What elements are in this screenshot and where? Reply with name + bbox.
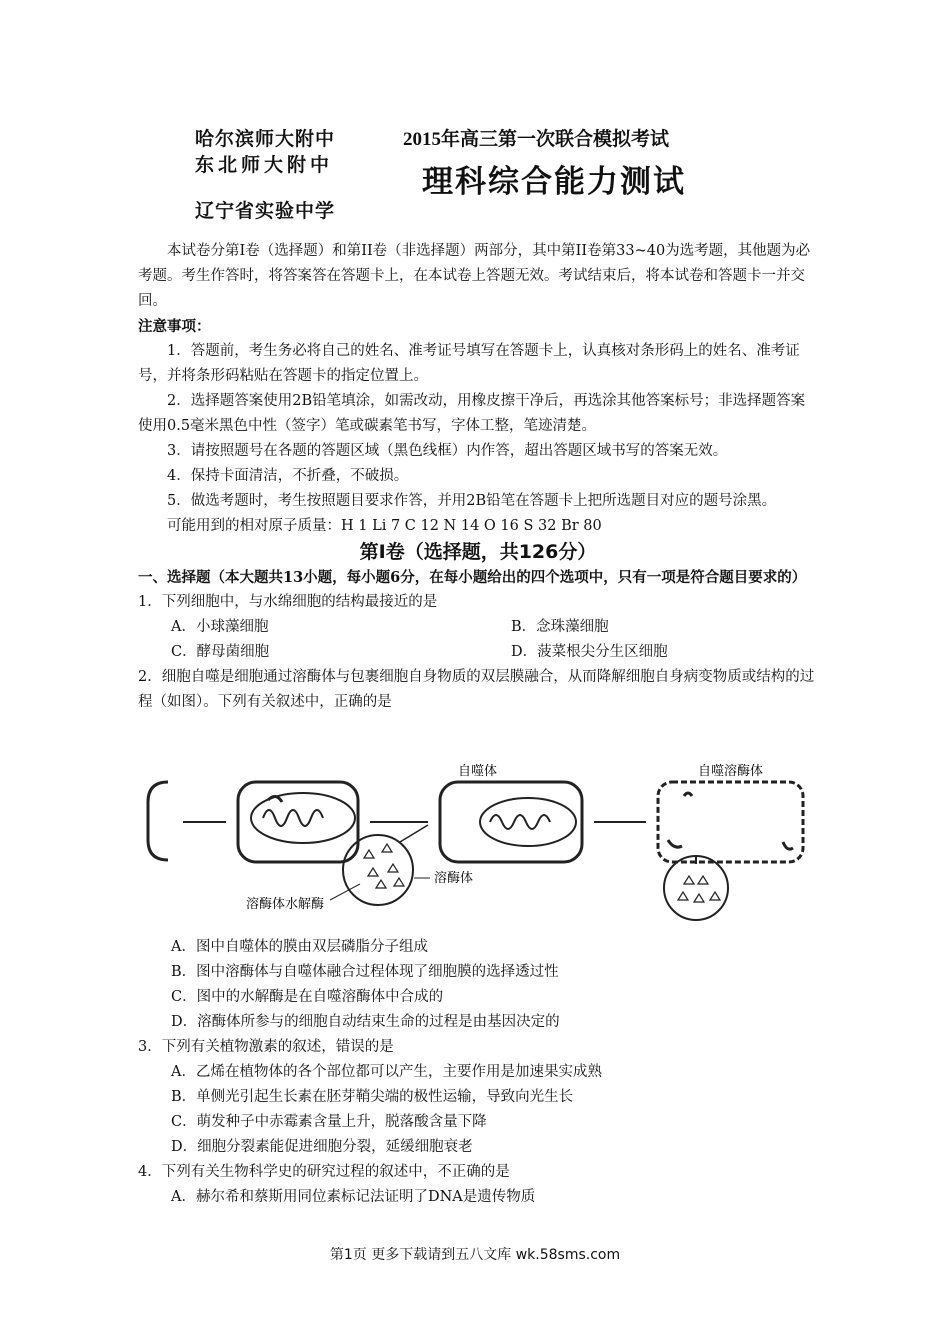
questions-continued (138, 935, 818, 1210)
section-title: 第I卷（选择题，共126分） (359, 541, 597, 563)
question-1-options-row2 (138, 640, 818, 665)
option-b: B．念珠藻细胞 (511, 619, 609, 635)
option-a: A．乙烯在植物体的各个部位都可以产生，主要作用是加速果实成熟 (171, 1064, 602, 1080)
note-item: 2．选择题答案使用2B铅笔填涂，如需改动，用橡皮擦干净后，再选涂其他答案标号；非选择题答案使用0.5毫米黑色中性（签字）笔或碳素笔书写，字体工整，笔迹清楚。 (138, 393, 806, 434)
lysosome (343, 835, 413, 905)
option-a: A．图中自噬体的膜由双层磷脂分子组成 (171, 939, 428, 955)
school-name-2: 东北师大附中 (195, 154, 334, 176)
label-autolysosome: 自噬溶酶体 (698, 764, 764, 779)
section-instruction: 一、选择题（本大题共13小题，每小题6分，在每小题给出的四个选项中，只有一项是符合题目要求的） (138, 569, 807, 586)
note-item: 4．保持卡面清洁，不折叠，不破损。 (167, 468, 409, 484)
question-2-stem: 2．细胞自噬是细胞通过溶酶体与包裹细胞自身物质的双层膜融合，从而降解细胞自身病变物质或结构的过程（如图）。下列有关叙述中，正确的是 (138, 669, 815, 710)
intro-section (138, 239, 818, 715)
hydrolase-triangles (364, 844, 720, 902)
intro-paragraph: 本试卷分第I卷（选择题）和第II卷（非选择题）两部分，其中第II卷第33~40为选考题，其他题为必考题。考生作答时，将答案答在答题卡上，在本试卷上答题无效。考试结束后，将本试卷和答题卡一并交回。 (138, 243, 811, 309)
option-a: A．赫尔希和蔡斯用同位素标记法证明了DNA是遗传物质 (171, 1189, 536, 1205)
question-1-options-row1 (138, 615, 818, 640)
school-name-1: 哈尔滨师大附中 (195, 128, 336, 150)
atomic-masses: 可能用到的相对原子质量：H 1 Li 7 C 12 N 14 O 16 S 32 Br 80 (167, 518, 602, 534)
note-item: 3．请按照题号在各题的答题区域（黑色线框）内作答，超出答题区域书写的答案无效。 (167, 443, 728, 459)
membrane-fragment (148, 782, 168, 860)
autophagy-figure (138, 760, 818, 930)
option-c: C．酵母菌细胞 (171, 644, 270, 660)
main-title: 理科综合能力测试 (422, 164, 686, 200)
label-autophagosome: 自噬体 (458, 764, 498, 779)
option-d: D．细胞分裂素能促进细胞分裂，延缓细胞衰老 (171, 1139, 473, 1155)
note-item: 5．做选考题时，考生按照题目要求作答，并用2B铅笔在答题卡上把所选题目对应的题号涂黑。 (167, 493, 777, 509)
mitochondrion (251, 793, 355, 843)
option-d: D．菠菜根尖分生区细胞 (511, 644, 668, 660)
option-d: D．溶酶体所参与的细胞自动结束生命的过程是由基因决定的 (171, 1014, 560, 1030)
question-3-stem: 3．下列有关植物激素的叙述，错误的是 (138, 1039, 394, 1055)
option-b: B．图中溶酶体与自噬体融合过程体现了细胞膜的选择透过性 (171, 964, 559, 980)
autophagosome (440, 782, 582, 862)
note-item: 1．答题前，考生务必将自己的姓名、准考证号填写在答题卡上，认真核对条形码上的姓名、准考证号，并将条形码粘贴在答题卡的指定位置上。 (138, 343, 800, 384)
school-name-3: 辽宁省实验中学 (195, 200, 336, 222)
page-footer: 第1页 更多下载请到五八文库 wk.58sms.com (329, 1247, 621, 1263)
label-hydrolase: 溶酶体水解酶 (246, 897, 325, 912)
notes-title: 注意事项： (138, 318, 211, 335)
autolysosome (658, 782, 803, 862)
option-c: C．图中的水解酶是在自噬溶酶体中合成的 (171, 989, 444, 1005)
option-a: A．小球藻细胞 (171, 619, 269, 635)
question-1-stem: 1．下列细胞中，与水绵细胞的结构最接近的是 (138, 594, 438, 610)
option-c: C．萌发种子中赤霉素含量上升，脱落酸含量下降 (171, 1114, 487, 1130)
question-4-stem: 4．下列有关生物科学史的研究过程的叙述中，不正确的是 (138, 1164, 510, 1180)
lysosome-merging (664, 856, 728, 920)
label-lysosome: 溶酶体 (434, 871, 474, 886)
option-b: B．单侧光引起生长素在胚芽鞘尖端的极性运输，导致向光生长 (171, 1089, 574, 1105)
exam-title: 2015年高三第一次联合模拟考试 (403, 129, 670, 150)
